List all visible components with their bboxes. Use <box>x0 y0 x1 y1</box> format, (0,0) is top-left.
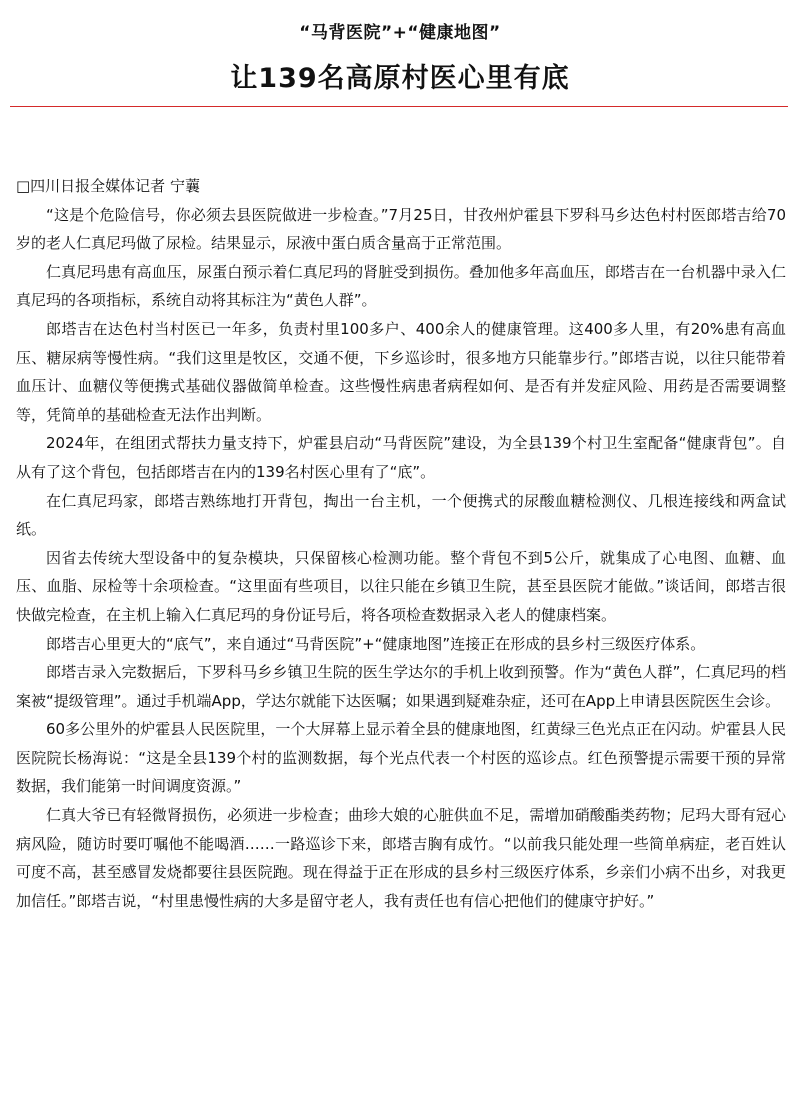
article-paragraph-9: 60多公里外的炉霍县人民医院里，一个大屏幕上显示着全县的健康地图，红黄绿三色光点正在闪动。炉霍县人民医院院长杨海说：“这是全县139个村的监测数据，每个光点代表一个村医的巡诊点。红色预警提示需要干预的异常数据，我们能第一时间调度资源。” <box>16 720 786 796</box>
article-body <box>16 172 786 915</box>
header-divider <box>10 106 788 107</box>
article-paragraph-1: “这是个危险信号，你必须去县医院做进一步检查。”7月25日，甘孜州炉霍县下罗科马乡达色村村医郎塔吉给70岁的老人仁真尼玛做了尿检。结果显示，尿液中蛋白质含量高于正常范围。 <box>16 205 786 253</box>
article-paragraph-10: 仁真大爷已有轻微肾损伤，必须进一步检查；曲珍大娘的心脏供血不足，需增加硝酸酯类药物；尼玛大哥有冠心病风险，随访时要叮嘱他不能喝酒……一路巡诊下来，郎塔吉胸有成竹。“以前我只能处理一些简单病症，老百姓认可度不高，甚至感冒发烧都要往县医院跑。现在得益于正在形成的县乡村三级医疗体系，乡亲们小病不出乡，对我更加信任。”郎塔吉说，“村里患慢性病的大多是留守老人，我有责任也有信心把他们的健康守护好。” <box>16 806 786 910</box>
article-paragraph-5: 在仁真尼玛家，郎塔吉熟练地打开背包，掏出一台主机，一个便携式的尿酸血糖检测仪、几根连接线和两盒试纸。 <box>16 491 786 539</box>
article-paragraph-4: 2024年，在组团式帮扶力量支持下，炉霍县启动“马背医院”建设，为全县139个村卫生室配备“健康背包”。自从有了这个背包，包括郎塔吉在内的139名村医心里有了“底”。 <box>16 434 786 481</box>
article-headline: 让139名高原村医心里有底 <box>230 63 570 94</box>
article-paragraph-8: 郎塔吉录入完数据后，下罗科马乡乡镇卫生院的医生学达尔的手机上收到预警。作为“黄色人群”，仁真尼玛的档案被“提级管理”。通过手机端App，学达尔就能下达医嘱；如果遇到疑难杂症，还可在App上申请县医院医生会诊。 <box>16 663 786 710</box>
article-kicker: “马背医院”+“健康地图” <box>299 23 501 43</box>
article-paragraph-2: 仁真尼玛患有高血压，尿蛋白预示着仁真尼玛的肾脏受到损伤。叠加他多年高血压，郎塔吉在一台机器中录入仁真尼玛的各项指标，系统自动将其标注为“黄色人群”。 <box>16 262 786 310</box>
article-paragraph-7: 郎塔吉心里更大的“底气”，来自通过“马背医院”+“健康地图”连接正在形成的县乡村三级医疗体系。 <box>46 634 706 653</box>
article-byline: □四川日报全媒体记者 宁蘘 <box>16 177 200 195</box>
article-paragraph-3: 郎塔吉在达色村当村医已一年多，负责村里100多户、400余人的健康管理。这400多人里，有20%患有高血压、糖尿病等慢性病。“我们这里是牧区，交通不便，下乡巡诊时，很多地方只能靠步行。”郎塔吉说，以往只能带着血压计、血糖仪等便携式基础仪器做简单检查。这些慢性病患者病程如何、是否有并发症风险、用药是否需要调整等，凭简单的基础检查无法作出判断。 <box>16 319 786 424</box>
article-paragraph-6: 因省去传统大型设备中的复杂模块，只保留核心检测功能。整个背包不到5公斤，就集成了心电图、血糖、血压、血脂、尿检等十余项检查。“这里面有些项目，以往只能在乡镇卫生院，甚至县医院才能做。”谈话间，郎塔吉很快做完检查，在主机上输入仁真尼玛的身份证号后，将各项检查数据录入老人的健康档案。 <box>16 548 786 624</box>
